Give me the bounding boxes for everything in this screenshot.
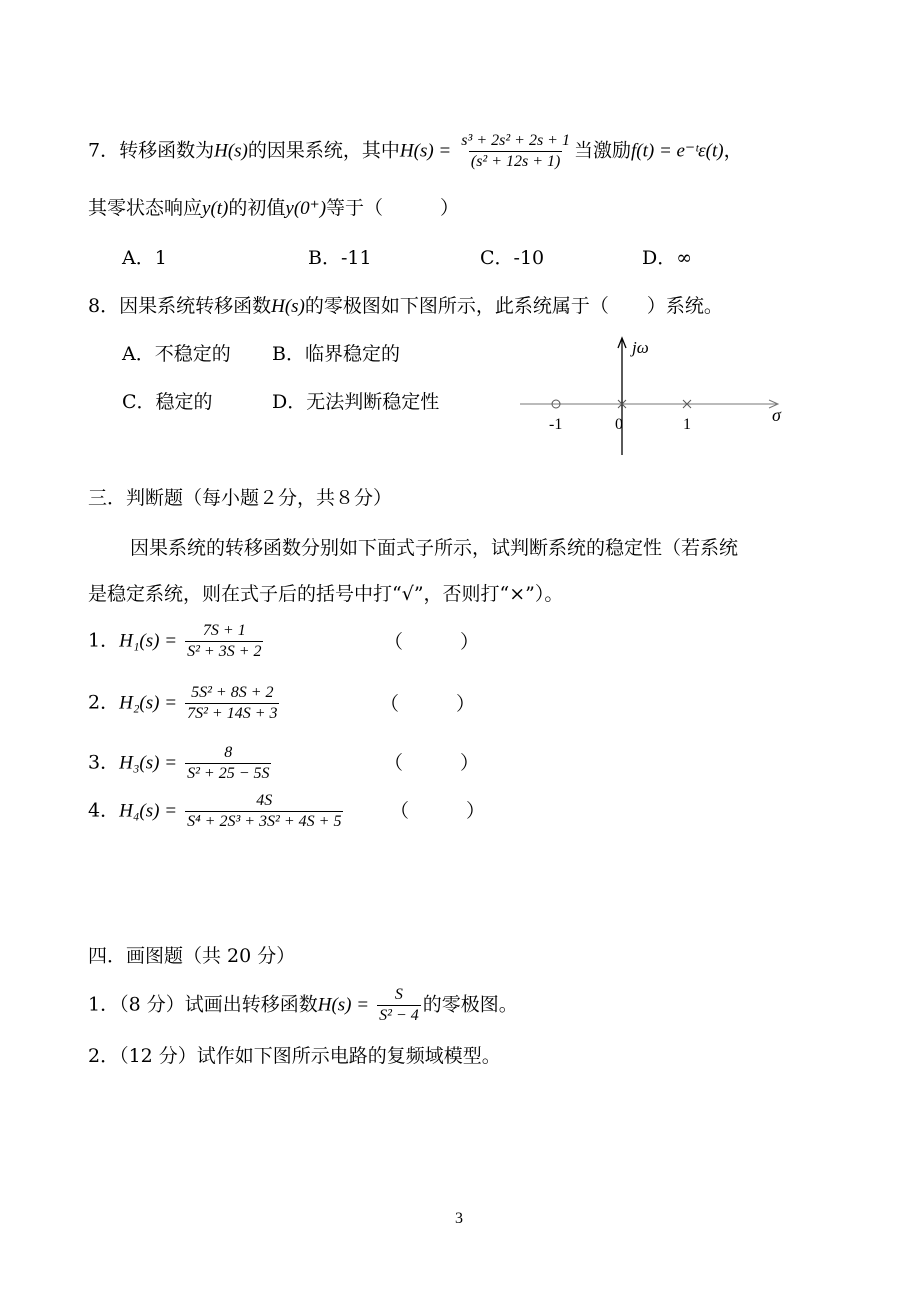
q7-option-c: C．-10 [480, 247, 545, 269]
section4-q2: 2．（12 分）试作如下图所示电路的复频域模型。 [88, 1045, 501, 1067]
s3-item-4: 4．H₄(s) = $\frac{4S}{\text{S⁴ + 2S³ + 3S² + 4S + 5}}$ [88, 792, 342, 830]
q7-fraction: $\frac{\text{s³ + 2s² + 2s + 1}}{\text{(s² + 12s + 1)}}$ [461, 132, 570, 170]
s3-item-2: 2．H₂(s) = $\frac{\text{5S² + 8S + 2}}{\text{7S² + 14S + 3}}$ [88, 684, 278, 722]
section4-title: 四．画图题（共 20 分） [88, 945, 296, 967]
tick-label-neg1: -1 [549, 416, 563, 433]
q8-option-d: D．无法判断稳定性 [272, 391, 440, 413]
q8-option-c: C．稳定的 [122, 391, 213, 413]
q7-option-a: A．1 [122, 247, 167, 269]
q8-option-a: A．不稳定的 [122, 343, 231, 365]
tick-label-0: 0 [615, 416, 623, 433]
section3-title: 三．判断题（每小题２分，共８分） [88, 487, 393, 509]
section3-intro-1: 因果系统的转移函数分别如下面式子所示，试判断系统的稳定性（若系统 [130, 537, 739, 559]
q7-line2: 其零状态响应y(t)的初值y(0⁺)等于（ ） [88, 197, 460, 219]
q8-option-b: B．临界稳定的 [272, 343, 400, 365]
jw-label: jω [632, 338, 649, 357]
answer-paren-1[interactable]: （ ） [384, 631, 480, 653]
q7-option-d: D．∞ [642, 247, 693, 269]
answer-paren-2[interactable]: （ ） [380, 693, 476, 715]
answer-paren-4[interactable]: （ ） [390, 800, 486, 822]
sigma-label: σ [772, 405, 781, 425]
q8-stem: 8．因果系统转移函数H(s)的零极图如下图所示，此系统属于（ ）系统。 [88, 295, 723, 317]
q7-line1: 7．转移函数为H(s)的因果系统，其中H(s) = $\frac{\text{s³ + 2s² + 2s + 1}}{\text{(s² + 12s + 1)}}$ 当激励f(t) = e⁻ᵗε(t)， [88, 132, 743, 170]
section3-intro-2: 是稳定系统，则在式子后的括号中打“√”，否则打“×”）。 [88, 583, 564, 605]
pole-zero-plot [515, 335, 800, 460]
s3-item-1: 1．H₁(s) = $\frac{7S + 1}{\text{S² + 3S + 2}}$ [88, 622, 262, 660]
q7-Hs: H(s) [214, 140, 248, 162]
page-number: 3 [455, 1210, 463, 1227]
q7-option-b: B．-11 [308, 247, 372, 269]
section4-q1: 1．（8 分）试画出转移函数H(s) = $\frac{S}{\text{S² − 4}}$ 的零极图。 [88, 986, 518, 1024]
s3-item-3: 3．H₃(s) = $\frac{8}{\text{S² + 25 − 5S}}$ [88, 744, 270, 782]
answer-paren-3[interactable]: （ ） [384, 752, 480, 774]
tick-label-1: 1 [683, 416, 691, 433]
q7-number: 7． [88, 139, 120, 162]
q7-excitation: f(t) = e⁻ᵗε(t) [630, 140, 724, 162]
